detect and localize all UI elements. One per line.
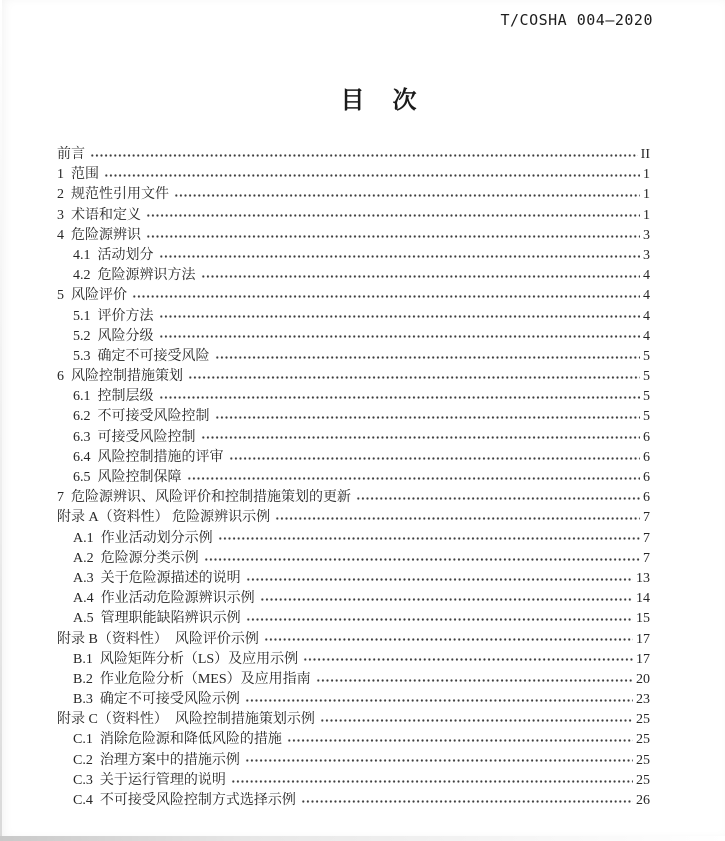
dot-leader (301, 791, 633, 811)
toc-entry (57, 246, 650, 266)
toc-entry (57, 468, 650, 488)
toc-entry (57, 367, 650, 387)
dot-leader (231, 771, 633, 791)
toc-entry-label: A.3 关于危险源描述的说明 (73, 570, 241, 586)
toc-entry (57, 347, 650, 367)
toc-entry-page: 25 (636, 732, 650, 748)
toc-entry (57, 428, 650, 448)
toc-entry-page: 1 (643, 207, 650, 223)
dot-leader (159, 307, 641, 327)
toc-entry (57, 286, 650, 306)
toc-entry (57, 387, 650, 407)
toc-entry-page: 7 (643, 510, 650, 526)
toc-entry (57, 609, 650, 629)
toc-entry (57, 266, 650, 286)
toc-entry-page: 6 (643, 490, 650, 506)
toc-entry (57, 589, 650, 609)
toc-entry-page: II (640, 147, 650, 162)
toc-entry-label: 6.4 风险控制措施的评审 (73, 449, 224, 465)
dot-leader (246, 569, 633, 589)
toc-entry-page: 5 (643, 369, 650, 385)
toc-entry-label: C.4 不可接受风险控制方式选择示例 (73, 793, 296, 808)
toc-entry-page: 5 (643, 348, 650, 364)
toc-entry-page: 5 (643, 409, 650, 425)
toc-entry-label: A.1 作业活动划分示例 (73, 530, 213, 546)
toc-entry-label: 附录 C（资料性） 风险控制措施策划示例 (57, 712, 315, 728)
toc-entry-page: 1 (643, 187, 650, 203)
dot-leader (159, 246, 641, 266)
toc-entry-page: 6 (643, 470, 650, 485)
dot-leader (275, 508, 640, 528)
dot-leader (218, 529, 640, 549)
toc-entry-page: 20 (636, 671, 650, 687)
toc-entry-page: 1 (643, 167, 650, 183)
toc-entry (57, 508, 650, 528)
toc-entry-page: 7 (643, 550, 650, 566)
toc-entry-label: C.3 关于运行管理的说明 (73, 772, 226, 788)
toc-entry-page: 14 (636, 591, 650, 607)
toc-entry-label: 附录 A（资料性） 危险源辨识示例 (57, 510, 271, 526)
page-title: 目 次 (340, 88, 419, 114)
dot-leader (303, 650, 633, 670)
toc-entry-label: 5 风险评价 (57, 288, 127, 304)
dot-leader (204, 549, 640, 569)
toc-entry-label: C.2 治理方案中的措施示例 (73, 752, 240, 768)
toc-entry-page: 5 (643, 389, 650, 405)
toc-entry-label: 6.5 风险控制保障 (73, 470, 182, 485)
toc-entry-page: 26 (636, 793, 650, 808)
toc-entry (57, 670, 650, 690)
toc-entry (57, 226, 650, 246)
dot-leader (159, 387, 641, 407)
toc-entry-label: B.2 作业危险分析（MES）及应用指南 (73, 671, 311, 687)
dot-leader (215, 407, 641, 427)
toc-entry-label: 4 危险源辨识 (57, 227, 141, 243)
toc-entry-page: 23 (636, 692, 650, 708)
toc-entry-label: 4.2 危险源辨识方法 (73, 268, 196, 284)
dot-leader (246, 609, 633, 629)
toc-entry-label: A.2 危险源分类示例 (73, 550, 199, 566)
toc-entry-label: 前言 (57, 147, 85, 162)
toc-entry-label: 5.3 确定不可接受风险 (73, 348, 210, 364)
toc-entry (57, 751, 650, 771)
toc-entry-page: 6 (643, 449, 650, 465)
toc-entry-label: C.1 消除危险源和降低风险的措施 (73, 732, 282, 748)
toc-entry (57, 488, 650, 508)
toc-entry (57, 730, 650, 750)
toc-entry (57, 206, 650, 226)
toc-entry-label: 附录 B（资料性） 风险评价示例 (57, 631, 259, 647)
dot-leader (146, 226, 640, 246)
dot-leader (187, 468, 641, 488)
toc-entry-page: 3 (643, 227, 650, 243)
toc-entry (57, 145, 650, 165)
dot-leader (264, 630, 633, 650)
toc-entry (57, 771, 650, 791)
toc-entry-label: 7 危险源辨识、风险评价和控制措施策划的更新 (57, 490, 351, 506)
toc-entry-page: 4 (643, 328, 650, 344)
dot-leader (215, 347, 641, 367)
toc-entry-page: 25 (636, 772, 650, 788)
toc-entry-label: 4.1 活动划分 (73, 247, 154, 263)
dot-leader (245, 751, 633, 771)
toc-entry-page: 4 (643, 288, 650, 304)
dot-leader (146, 206, 640, 226)
dot-leader (287, 730, 633, 750)
toc-entry (57, 448, 650, 468)
toc-entry (57, 407, 650, 427)
toc-entry-label: B.3 确定不可接受风险示例 (73, 692, 240, 708)
toc-entry (57, 165, 650, 185)
toc-entry-page: 25 (636, 752, 650, 768)
scan-edge-artifact (0, 0, 2, 841)
dot-leader (229, 448, 641, 468)
toc-entry-label: 3 术语和定义 (57, 207, 141, 223)
toc-entry-label: A.5 管理职能缺陷辨识示例 (73, 611, 241, 627)
dot-leader (188, 367, 640, 387)
toc-entry-page: 7 (643, 530, 650, 546)
toc-entry (57, 327, 650, 347)
toc-entry-label: 6.2 不可接受风险控制 (73, 409, 210, 425)
toc-entry-page: 25 (636, 712, 650, 728)
toc-entry-page: 4 (643, 268, 650, 284)
toc-entry (57, 690, 650, 710)
dot-leader (201, 428, 641, 448)
scan-edge-artifact (0, 836, 725, 841)
toc-entry-label: 1 范围 (57, 167, 99, 183)
dot-leader (132, 286, 640, 306)
dot-leader (90, 145, 638, 165)
dot-leader (174, 185, 640, 205)
standard-number: T/COSHA 004—2020 (500, 11, 653, 29)
toc-entry-page: 15 (636, 611, 650, 627)
toc-entry-label: 2 规范性引用文件 (57, 187, 169, 203)
toc-entry (57, 650, 650, 670)
dot-leader (356, 488, 640, 508)
toc-entry (57, 710, 650, 730)
toc-entry-label: 5.1 评价方法 (73, 308, 154, 324)
dot-leader (159, 327, 641, 347)
dot-leader (245, 690, 633, 710)
toc-entry (57, 529, 650, 549)
dot-leader (104, 165, 640, 185)
dot-leader (316, 670, 633, 690)
table-of-contents (57, 145, 650, 811)
toc-entry-page: 17 (636, 651, 650, 667)
toc-entry-page: 13 (636, 570, 650, 586)
toc-entry-label: B.1 风险矩阵分析（LS）及应用示例 (73, 651, 299, 667)
toc-entry-page: 6 (643, 429, 650, 445)
toc-entry (57, 791, 650, 811)
toc-entry-label: 6.3 可接受风险控制 (73, 429, 196, 445)
toc-entry (57, 569, 650, 589)
toc-entry-label: 6.1 控制层级 (73, 389, 154, 405)
dot-leader (260, 589, 633, 609)
dot-leader (201, 266, 641, 286)
toc-entry-label: A.4 作业活动危险源辨识示例 (73, 591, 255, 607)
dot-leader (320, 710, 633, 730)
toc-entry-page: 17 (636, 631, 650, 647)
toc-entry (57, 630, 650, 650)
toc-entry-label: 5.2 风险分级 (73, 328, 154, 344)
toc-entry-label: 6 风险控制措施策划 (57, 369, 183, 385)
toc-entry-page: 3 (643, 247, 650, 263)
toc-entry (57, 185, 650, 205)
toc-entry (57, 307, 650, 327)
toc-entry-page: 4 (643, 308, 650, 324)
toc-entry (57, 549, 650, 569)
